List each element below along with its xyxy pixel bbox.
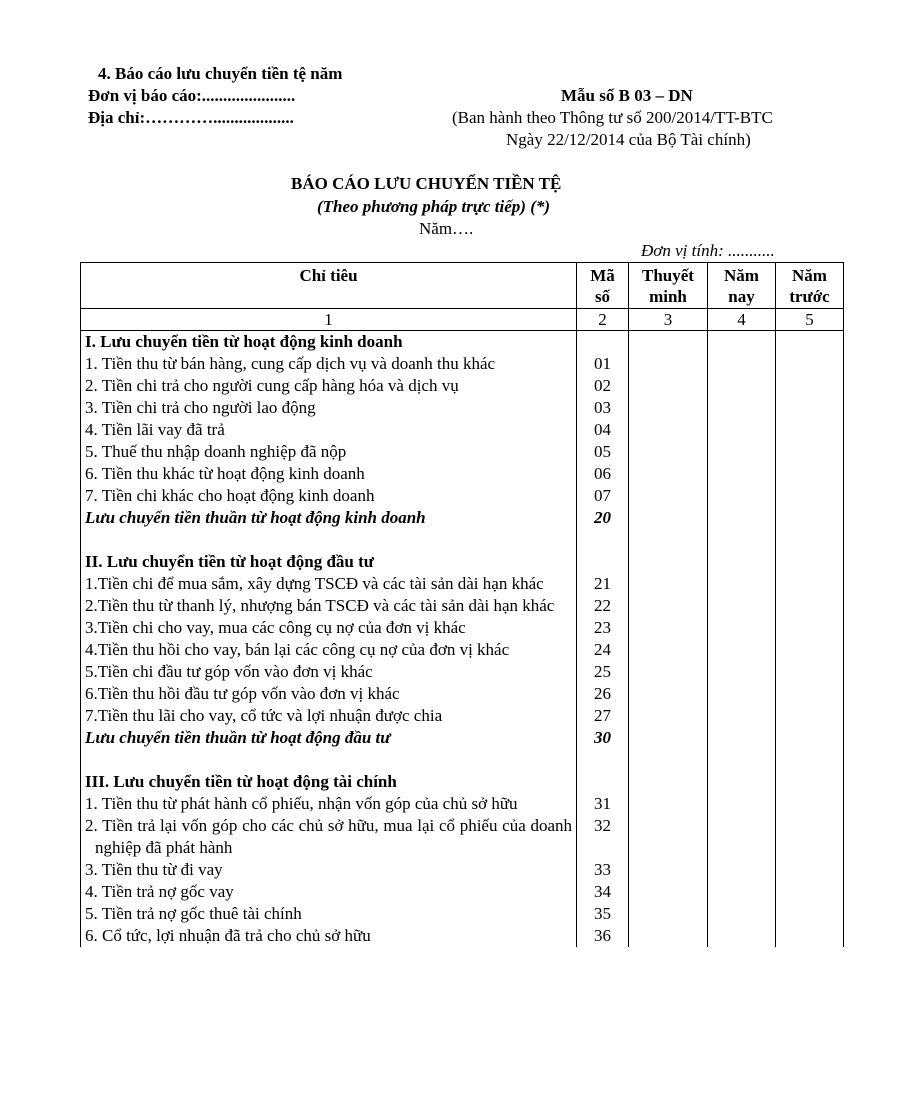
table-row — [81, 441, 844, 463]
row-code: 21 — [577, 573, 629, 595]
row-code: 26 — [577, 683, 629, 705]
report-year: Năm…. — [419, 219, 474, 238]
row-label: 5.Tiền chi đầu tư góp vốn vào đơn vị khác — [81, 661, 577, 683]
row-label: 5. Tiền trả nợ gốc thuê tài chính — [81, 903, 577, 925]
report-title: BÁO CÁO LƯU CHUYỂN TIỀN TỆ — [291, 174, 562, 193]
header-prev-year: Năm trước — [776, 263, 844, 309]
currency-unit: Đơn vị tính: ........... — [641, 241, 775, 260]
row-code: 34 — [577, 881, 629, 903]
section-heading: II. Lưu chuyển tiền từ hoạt động đầu tư — [81, 551, 577, 573]
row-label: 2.Tiền thu từ thanh lý, nhượng bán TSCĐ và các tài sản dài hạn khác — [85, 596, 555, 615]
table-row — [81, 705, 844, 727]
row-label: 6.Tiền thu hồi đầu tư góp vốn vào đơn vị khác — [81, 683, 577, 705]
total-row — [81, 507, 844, 529]
row-label: 4. Tiền trả nợ gốc vay — [81, 881, 577, 903]
table-row — [81, 903, 844, 925]
table-row — [81, 595, 844, 617]
row-label: 5. Thuế thu nhập doanh nghiệp đã nộp — [81, 441, 577, 463]
row-code: 31 — [577, 793, 629, 815]
row-code: 04 — [577, 419, 629, 441]
row-label: 3.Tiền chi cho vay, mua các công cụ nợ của đơn vị khác — [81, 617, 577, 639]
table-row — [81, 419, 844, 441]
row-code: 02 — [577, 375, 629, 397]
form-code: Mẫu số B 03 – DN — [561, 86, 693, 105]
row-label: 3. Tiền thu từ đi vay — [81, 859, 577, 881]
total-code: 30 — [577, 727, 629, 749]
table-row — [81, 485, 844, 507]
row-label: 3. Tiền chi trả cho người lao động — [81, 397, 577, 419]
issued-by-line-2: Ngày 22/12/2014 của Bộ Tài chính) — [506, 130, 751, 149]
address-label: Địa chỉ:…………................... — [88, 108, 294, 127]
row-code: 24 — [577, 639, 629, 661]
total-row — [81, 727, 844, 749]
table-row — [81, 463, 844, 485]
issued-by-line-1: (Ban hành theo Thông tư số 200/2014/TT-BTC — [452, 108, 773, 127]
table-row — [81, 639, 844, 661]
spacer-row — [81, 749, 844, 771]
row-code: 25 — [577, 661, 629, 683]
row-code: 23 — [577, 617, 629, 639]
row-label: 7.Tiền thu lãi cho vay, cổ tức và lợi nhuận được chia — [81, 705, 577, 727]
row-code: 35 — [577, 903, 629, 925]
table-row — [81, 661, 844, 683]
total-code: 20 — [577, 507, 629, 529]
column-number: 1 — [81, 309, 577, 331]
table-row — [81, 859, 844, 881]
spacer-row — [81, 529, 844, 551]
row-code: 03 — [577, 397, 629, 419]
row-label: 4.Tiền thu hồi cho vay, bán lại các công cụ nợ của đơn vị khác — [81, 639, 577, 661]
table-row — [81, 397, 844, 419]
table-row — [81, 925, 844, 947]
row-code: 36 — [577, 925, 629, 947]
row-code: 32 — [577, 815, 629, 859]
row-code: 06 — [577, 463, 629, 485]
row-code: 01 — [577, 353, 629, 375]
row-code: 33 — [577, 859, 629, 881]
section-heading-row — [81, 551, 844, 573]
table-row — [81, 815, 844, 859]
total-label: Lưu chuyển tiền thuần từ hoạt động đầu tư — [81, 727, 577, 749]
header-criteria: Chỉ tiêu — [81, 263, 577, 309]
table-row — [81, 881, 844, 903]
row-label: 1. Tiền thu từ phát hành cổ phiếu, nhận vốn góp của chủ sở hữu — [85, 794, 518, 813]
section-heading-row — [81, 771, 844, 793]
table-row — [81, 793, 844, 815]
row-label: 7. Tiền chi khác cho hoạt động kinh doanh — [81, 485, 577, 507]
table-row — [81, 353, 844, 375]
section-heading: I. Lưu chuyển tiền từ hoạt động kinh doanh — [81, 331, 577, 354]
total-label: Lưu chuyển tiền thuần từ hoạt động kinh doanh — [81, 507, 577, 529]
column-number: 5 — [776, 309, 844, 331]
section-heading: III. Lưu chuyển tiền từ hoạt động tài chính — [81, 771, 577, 793]
row-code: 05 — [577, 441, 629, 463]
row-label: 2. Tiền chi trả cho người cung cấp hàng hóa và dịch vụ — [81, 375, 577, 397]
row-code: 22 — [577, 595, 629, 617]
column-number: 2 — [577, 309, 629, 331]
row-label: 2. Tiền trả lại vốn góp cho các chủ sở hữu, mua lại cổ phiếu của doanh nghiệp đã phát hành — [85, 816, 572, 857]
row-label: 1. Tiền thu từ bán hàng, cung cấp dịch vụ và doanh thu khác — [81, 353, 577, 375]
row-code: 07 — [577, 485, 629, 507]
cash-flow-table — [80, 262, 844, 947]
header-code: Mã số — [577, 263, 629, 309]
column-number: 3 — [629, 309, 708, 331]
table-row — [81, 683, 844, 705]
column-number-row — [81, 309, 844, 331]
row-label: 1.Tiền chi để mua sắm, xây dựng TSCĐ và các tài sản dài hạn khác — [85, 574, 544, 593]
section-heading-row — [81, 331, 844, 354]
table-row — [81, 375, 844, 397]
row-label: 6. Tiền thu khác từ hoạt động kinh doanh — [81, 463, 577, 485]
row-label: 6. Cổ tức, lợi nhuận đã trả cho chủ sở hữu — [81, 925, 577, 947]
header-this-year: Năm nay — [708, 263, 776, 309]
report-subtitle: (Theo phương pháp trực tiếp) (*) — [317, 197, 551, 216]
table-header-row — [81, 263, 844, 309]
header-note: Thuyết minh — [629, 263, 708, 309]
reporting-unit-label: Đơn vị báo cáo:...................... — [88, 86, 296, 105]
section-title: 4. Báo cáo lưu chuyển tiền tệ năm — [98, 64, 343, 83]
row-label: 4. Tiền lãi vay đã trả — [81, 419, 577, 441]
row-code: 27 — [577, 705, 629, 727]
table-row — [81, 573, 844, 595]
column-number: 4 — [708, 309, 776, 331]
table-row — [81, 617, 844, 639]
